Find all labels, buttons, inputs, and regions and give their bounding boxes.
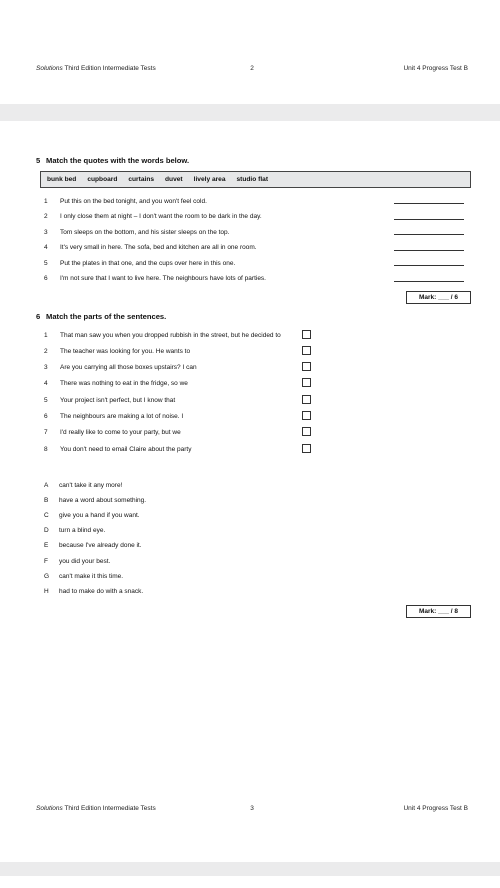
- q6-list: [44, 329, 464, 454]
- list-item: [44, 362, 464, 374]
- footer-series-italic: Solutions: [36, 805, 63, 812]
- option-letter: G: [44, 572, 50, 580]
- item-number: 2: [44, 347, 48, 355]
- answer-line[interactable]: [394, 234, 464, 235]
- answer-line[interactable]: [394, 219, 464, 220]
- item-text: The teacher was looking for you. He wants to: [60, 347, 191, 355]
- word: lively area: [193, 176, 226, 183]
- item-text: You don't need to email Claire about the party: [60, 445, 192, 453]
- item-number: 6: [44, 413, 48, 420]
- item-number: 6: [44, 275, 48, 282]
- item-number: 5: [44, 259, 48, 267]
- list-item: [44, 411, 464, 423]
- answer-line[interactable]: [394, 203, 464, 204]
- word: cupboard: [87, 176, 118, 183]
- list-item: [44, 555, 344, 567]
- item-text: Put the plates in that one, and the cups over here in this one.: [60, 259, 236, 267]
- q5-mark-box: Mark: ___ / 6: [406, 291, 471, 304]
- answer-checkbox-7[interactable]: [302, 427, 311, 436]
- list-item: [44, 211, 464, 223]
- q5-title: [36, 156, 189, 165]
- item-text: Your project isn't perfect, but I know that: [60, 396, 176, 404]
- option-letter: C: [44, 511, 49, 519]
- option-text: have a word about something.: [59, 496, 147, 504]
- list-item: [44, 378, 464, 390]
- answer-checkbox-2[interactable]: [302, 346, 311, 355]
- item-number: 1: [44, 331, 48, 339]
- option-text: because I've already done it.: [59, 542, 142, 550]
- q6-mark-box: Mark: ___ / 8: [406, 605, 471, 618]
- item-text: Put this on the bed tonight, and you won't feel cold.: [60, 197, 207, 205]
- list-item: [44, 443, 464, 455]
- answer-checkbox-3[interactable]: [302, 362, 311, 371]
- option-letter: D: [44, 527, 49, 535]
- item-text: The neighbours are making a lot of noise. I: [60, 413, 184, 420]
- header-series: [36, 65, 156, 72]
- header-unit: Unit 4 Progress Test B: [403, 65, 468, 72]
- page-footer: [36, 805, 468, 812]
- item-text: It's very small in here. The sofa, bed and kitchen are all in one room.: [60, 244, 257, 251]
- q6-number: 6: [36, 312, 41, 321]
- item-text: That man saw you when you dropped rubbish in the street, but he decided to: [60, 331, 281, 339]
- q6-options: [44, 479, 344, 599]
- footer-series-rest: Third Edition Intermediate Tests: [62, 805, 156, 812]
- item-text: Tom sleeps on the bottom, and his sister sleeps on the top.: [60, 228, 230, 236]
- answer-checkbox-5[interactable]: [302, 395, 311, 404]
- option-letter: A: [44, 481, 49, 489]
- option-text: can't make it this time.: [59, 572, 124, 580]
- q5-list: [44, 195, 464, 285]
- list-item: [44, 273, 464, 285]
- item-number: 5: [44, 396, 48, 404]
- word: curtains: [128, 176, 155, 183]
- previous-page: [0, 0, 500, 104]
- list-item: [44, 494, 344, 506]
- list-item: [44, 242, 464, 254]
- answer-line[interactable]: [394, 265, 464, 266]
- answer-checkbox-1[interactable]: [302, 330, 311, 339]
- answer-line[interactable]: [394, 250, 464, 251]
- list-item: [44, 345, 464, 357]
- answer-checkbox-4[interactable]: [302, 378, 311, 387]
- list-item: [44, 585, 344, 597]
- option-letter: B: [44, 496, 49, 504]
- list-item: [44, 509, 344, 521]
- footer-series: [36, 805, 156, 812]
- word: bunk bed: [47, 176, 77, 183]
- next-page: [0, 876, 500, 888]
- footer-page-number: 3: [250, 805, 254, 812]
- option-text: had to make do with a snack.: [59, 587, 144, 595]
- item-number: 4: [44, 380, 48, 388]
- header-series-italic: Solutions: [36, 65, 63, 72]
- option-letter: H: [44, 587, 49, 595]
- answer-line[interactable]: [394, 281, 464, 282]
- page-header: [36, 65, 468, 72]
- item-number: 2: [44, 213, 48, 220]
- option-text: can't take it any more!: [59, 481, 123, 489]
- item-number: 8: [44, 445, 48, 453]
- q6-title: [36, 312, 166, 321]
- list-item: [44, 226, 464, 238]
- word: duvet: [165, 176, 183, 183]
- list-item: [44, 525, 344, 537]
- list-item: [44, 195, 464, 207]
- option-text: turn a blind eye.: [59, 527, 106, 535]
- list-item: [44, 540, 344, 552]
- list-item: [44, 394, 464, 406]
- item-number: 4: [44, 244, 48, 251]
- list-item: [44, 427, 464, 439]
- option-letter: E: [44, 542, 49, 550]
- list-item: [44, 257, 464, 269]
- option-text: give you a hand if you want.: [59, 511, 140, 519]
- header-series-rest: Third Edition Intermediate Tests: [62, 65, 156, 72]
- item-text: I'd really like to come to your party, but we: [60, 429, 181, 437]
- word: studio flat: [236, 176, 269, 183]
- list-item: [44, 329, 464, 341]
- answer-checkbox-6[interactable]: [302, 411, 311, 420]
- list-item: [44, 570, 344, 582]
- item-number: 1: [44, 197, 48, 205]
- item-text: I only close them at night – I don't want the room to be dark in the day.: [60, 213, 262, 220]
- test-page: [0, 121, 500, 862]
- q6-title-text: Match the parts of the sentences.: [46, 312, 167, 321]
- option-text: you did your best.: [59, 557, 111, 565]
- item-number: 3: [44, 364, 48, 372]
- answer-checkbox-8[interactable]: [302, 444, 311, 453]
- q5-number: 5: [36, 156, 41, 165]
- item-text: Are you carrying all those boxes upstairs? I can: [60, 364, 197, 372]
- item-number: 3: [44, 228, 48, 236]
- item-text: There was nothing to eat in the fridge, so we: [60, 380, 188, 388]
- list-item: [44, 479, 344, 491]
- header-page-number: 2: [250, 65, 254, 72]
- item-text: I'm not sure that I want to live here. The neighbours have lots of parties.: [60, 275, 266, 282]
- q5-word-box: [40, 171, 471, 188]
- option-letter: F: [44, 557, 48, 565]
- q5-title-text: Match the quotes with the words below.: [46, 156, 190, 165]
- item-number: 7: [44, 429, 48, 437]
- footer-unit: Unit 4 Progress Test B: [403, 805, 468, 812]
